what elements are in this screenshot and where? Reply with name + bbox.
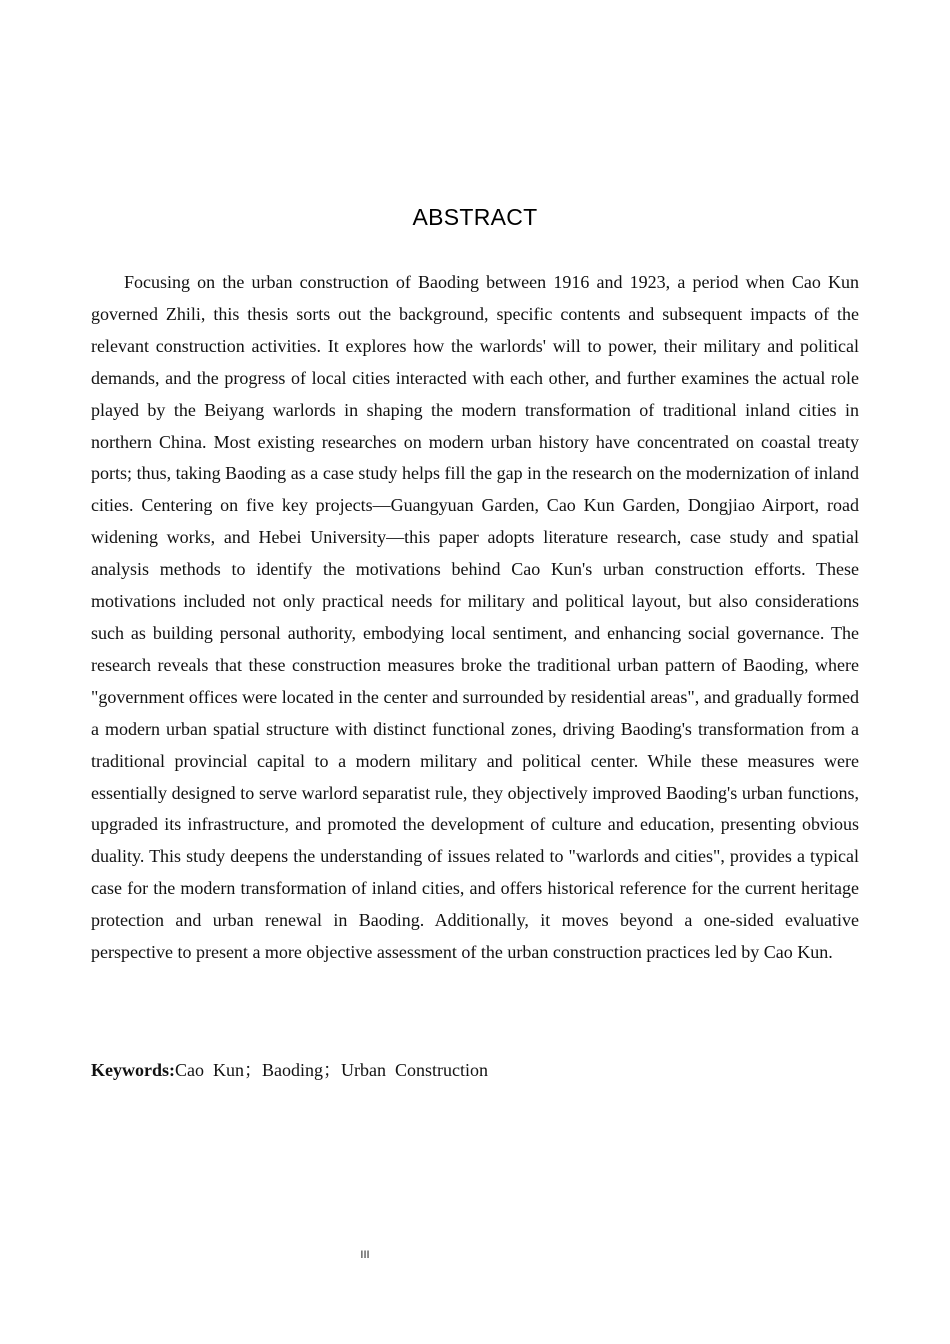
page-number: III — [360, 1249, 370, 1261]
keywords-value: Cao Kun；Baoding；Urban Construction — [175, 1060, 488, 1080]
keywords-line — [91, 1055, 859, 1086]
abstract-paragraph: Focusing on the urban construction of Baoding between 1916 and 1923, a period when Cao Kun governed Zhili, this thesis sorts out the background, specific contents and subsequent impacts of the relevant construction activities. It explores how the warlords' will to power, their military and political demands, and the progress of local cities interacted with each other, and further examines the actual role played by the Beiyang warlords in shaping the modern transformation of traditional inland cities in northern China. Most existing researches on modern urban history have concentrated on coastal treaty ports; thus, taking Baoding as a case study helps fill the gap in the research on the modernization of inland cities. Centering on five key projects—Guangyuan Garden, Cao Kun Garden, Dongjiao Airport, road widening works, and Hebei University—this paper adopts literature research, case study and spatial analysis methods to identify the motivations behind Cao Kun's urban construction efforts. These motivations included not only practical needs for military and political layout, but also considerations such as building personal authority, embodying local sentiment, and enhancing social governance. The research reveals that these construction measures broke the traditional urban pattern of Baoding, where "government offices were located in the center and surrounded by residential areas", and gradually formed a modern urban spatial structure with distinct functional zones, driving Baoding's transformation from a traditional provincial capital to a modern military and political center. While these measures were essentially designed to serve warlord separatist rule, they objectively improved Baoding's urban functions, upgraded its infrastructure, and promoted the development of culture and education, presenting obvious duality. This study deepens the understanding of issues related to "warlords and cities", provides a typical case for the modern transformation of inland cities, and offers historical reference for the current heritage protection and urban renewal in Baoding. Additionally, it moves beyond a one-sided evaluative perspective to present a more objective assessment of the urban construction practices led by Cao Kun. — [91, 272, 859, 963]
keywords-label: Keywords: — [91, 1060, 175, 1080]
abstract-title: ABSTRACT — [412, 204, 538, 230]
